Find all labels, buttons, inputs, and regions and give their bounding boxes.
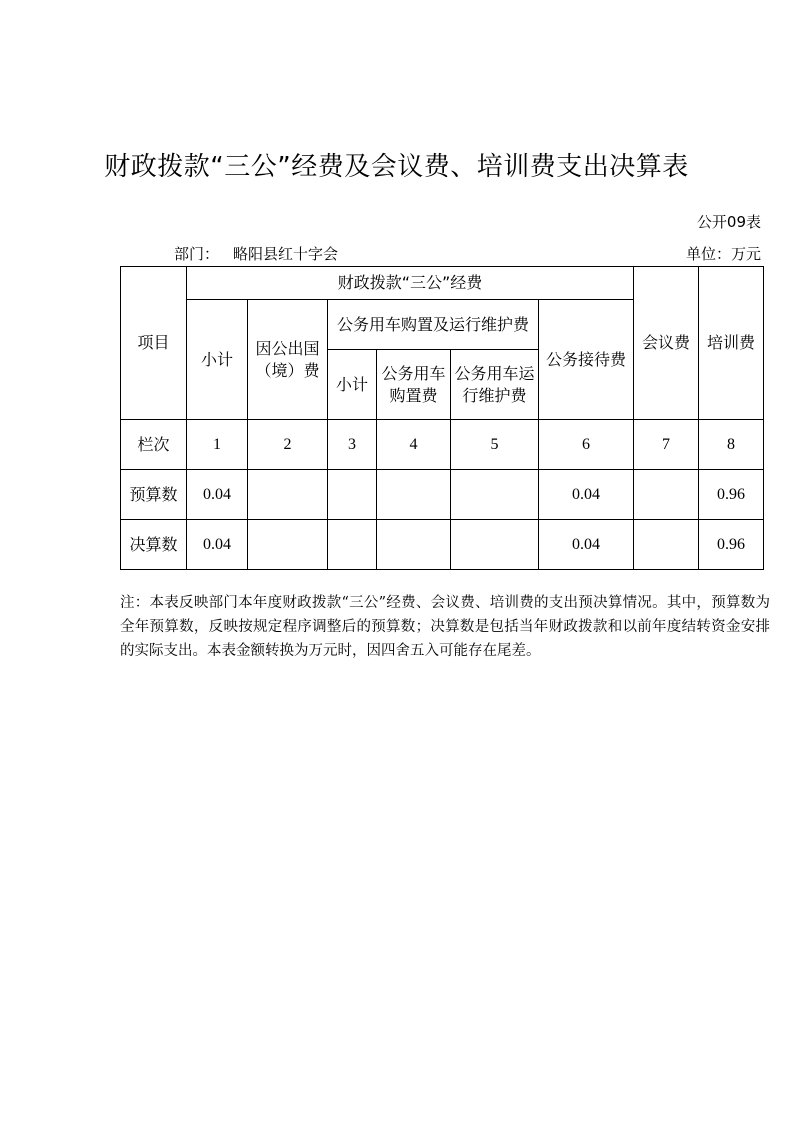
header-vehicle-purchase: 公务用车购置费 — [377, 350, 451, 420]
table-cell — [451, 520, 539, 570]
table-cell: 0.04 — [187, 470, 248, 520]
table-cell — [451, 470, 539, 520]
header-abroad: 因公出国（境）费 — [248, 300, 328, 420]
table-cell: 0.96 — [699, 520, 764, 570]
department-name: 略阳县红十字会 — [233, 245, 339, 263]
table-cell — [328, 520, 377, 570]
table-row-budget — [121, 470, 764, 520]
table-cell: 0.04 — [187, 520, 248, 570]
header-vehicle-subtotal: 小计 — [328, 350, 377, 420]
table-cell — [248, 520, 328, 570]
header-item: 项目 — [121, 267, 187, 420]
table-cell — [634, 470, 699, 520]
table-cell: 8 — [699, 420, 764, 470]
unit-label: 单位：万元 — [685, 245, 761, 263]
header-meeting: 会议费 — [634, 267, 699, 420]
table-cell: 7 — [634, 420, 699, 470]
table-cell: 6 — [539, 420, 634, 470]
department-label: 部门： — [174, 245, 220, 263]
header-sangong-group: 财政拨款“三公”经费 — [187, 267, 634, 300]
department-line — [174, 243, 352, 264]
table-cell: 4 — [377, 420, 451, 470]
table-cell — [634, 520, 699, 570]
table-row-final — [121, 520, 764, 570]
footnote: 注：本表反映部门本年度财政拨款“三公”经费、会议费、培训费的支出预决算情况。其中，预算数为全年预算数，反映按规定程序调整后的预算数；决算数是包括当年财政拨款和以前年度结转资金安排的实际支出。本表金额转换为万元时，因四舍五入可能存在尾差。 — [120, 595, 770, 659]
header-vehicle-group: 公务用车购置及运行维护费 — [328, 300, 539, 350]
form-number: 公开09表 — [696, 213, 761, 231]
row-label: 栏次 — [121, 420, 187, 470]
row-label: 预算数 — [121, 470, 187, 520]
header-reception: 公务接待费 — [539, 300, 634, 420]
row-label: 决算数 — [121, 520, 187, 570]
table-cell: 1 — [187, 420, 248, 470]
table-cell — [328, 470, 377, 520]
table-cell: 0.04 — [539, 470, 634, 520]
table-cell — [377, 520, 451, 570]
table-cell: 3 — [328, 420, 377, 470]
table-row-index — [121, 420, 764, 470]
header-vehicle-maintenance: 公务用车运行维护费 — [451, 350, 539, 420]
expense-table — [120, 266, 764, 570]
table-cell — [248, 470, 328, 520]
table-cell: 0.96 — [699, 470, 764, 520]
table-cell: 5 — [451, 420, 539, 470]
table-cell — [377, 470, 451, 520]
table-cell: 2 — [248, 420, 328, 470]
header-subtotal: 小计 — [187, 300, 248, 420]
header-training: 培训费 — [699, 267, 764, 420]
table-cell: 0.04 — [539, 520, 634, 570]
page-title: 财政拨款“三公”经费及会议费、培训费支出决算表 — [104, 152, 689, 182]
